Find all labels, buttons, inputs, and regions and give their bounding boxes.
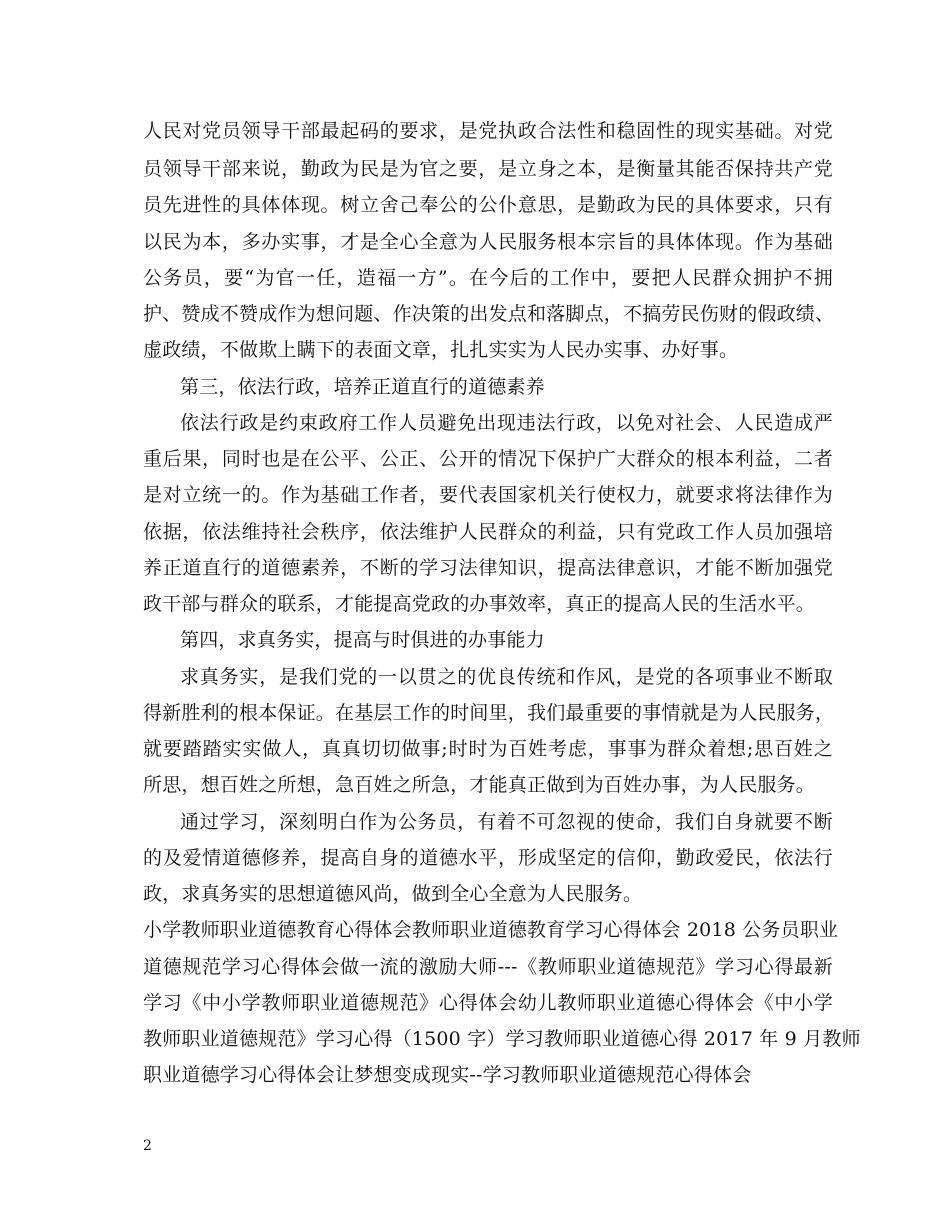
body-line: 护、赞成不赞成作为想问题、作决策的出发点和落脚点，不搞劳民伤财的假政绩、 (143, 303, 835, 325)
related-links-line: 职业道德学习心得体会让梦想变成现实--学习教师职业道德规范心得体会 (143, 1064, 752, 1086)
body-line: 政，求真务实的思想道德风尚，做到全心全意为人民服务。 (143, 883, 643, 905)
body-line: 就要踏踏实实做人，真真切切做事;时时为百姓考虑，事事为群众着想;思百姓之 (143, 738, 833, 760)
body-line: 员先进性的具体体现。树立舍己奉公的公仆意思，是勤政为民的具体要求，只有 (143, 194, 833, 216)
body-line: 是对立统一的。作为基础工作者，要代表国家机关行使权力，就要求将法律作为 (143, 484, 833, 506)
body-line: 人民对党员领导干部最起码的要求，是党执政合法性和稳固性的现实基础。对党 (143, 120, 833, 142)
section-heading: 第四，求真务实，提高与时俱进的办事能力 (180, 629, 545, 651)
body-line: 员领导干部来说，勤政为民是为官之要，是立身之本，是衡量其能否保持共产党 (143, 158, 833, 180)
body-line: 求真务实，是我们党的一以贯之的优良传统和作风，是党的各项事业不断取 (180, 666, 833, 688)
body-line: 虚政绩，不做欺上瞒下的表面文章，扎扎实实为人民办实事、办好事。 (143, 339, 739, 361)
body-line: 以民为本，多办实事，才是全心全意为人民服务根本宗旨的具体体现。作为基础 (143, 231, 833, 253)
body-line: 所思，想百姓之所想，急百姓之所急，才能真正做到为百姓办事，为人民服务。 (143, 774, 816, 796)
related-links-line: 学习《中小学教师职业道德规范》心得体会幼儿教师职业道德心得体会《中小学 (143, 992, 833, 1014)
page-number: 2 (143, 1138, 152, 1154)
body-line: 政干部与群众的联系，才能提高党政的办事效率，真正的提高人民的生活水平。 (143, 593, 816, 615)
body-line: 得新胜利的根本保证。在基层工作的时间里，我们最重要的事情就是为人民服务， (143, 702, 835, 724)
body-line: 依法行政是约束政府工作人员避免出现违法行政，以免对社会、人民造成严 (180, 412, 833, 434)
related-links-line: 小学教师职业道德教育心得体会教师职业道德教育学习心得体会 2018 公务员职业 (143, 919, 839, 941)
section-heading: 第三，依法行政，培养正道直行的道德素养 (180, 376, 545, 398)
body-line: 通过学习，深刻明白作为公务员，有着不可忽视的使命，我们自身就要不断 (180, 811, 833, 833)
related-links-line: 道德规范学习心得体会做一流的激励大师---《教师职业道德规范》学习心得最新 (143, 956, 833, 978)
related-links-line: 教师职业道德规范》学习心得（1500 字）学习教师职业道德心得 2017 年 9 月教师 (143, 1028, 861, 1050)
body-line: 养正道直行的道德素养，不断的学习法律知识，提高法律意识，才能不断加强党 (143, 557, 833, 579)
body-line: 依据，依法维持社会秩序，依法维护人民群众的利益，只有党政工作人员加强培 (143, 521, 833, 543)
body-line: 重后果，同时也是在公平、公正、公开的情况下保护广大群众的根本利益，二者 (143, 448, 833, 470)
body-line: 的及爱情道德修养，提高自身的道德水平，形成坚定的信仰，勤政爱民，依法行 (143, 847, 833, 869)
body-line: 公务员，要“为官一任，造福一方”。在今后的工作中，要把人民群众拥护不拥 (143, 267, 833, 289)
